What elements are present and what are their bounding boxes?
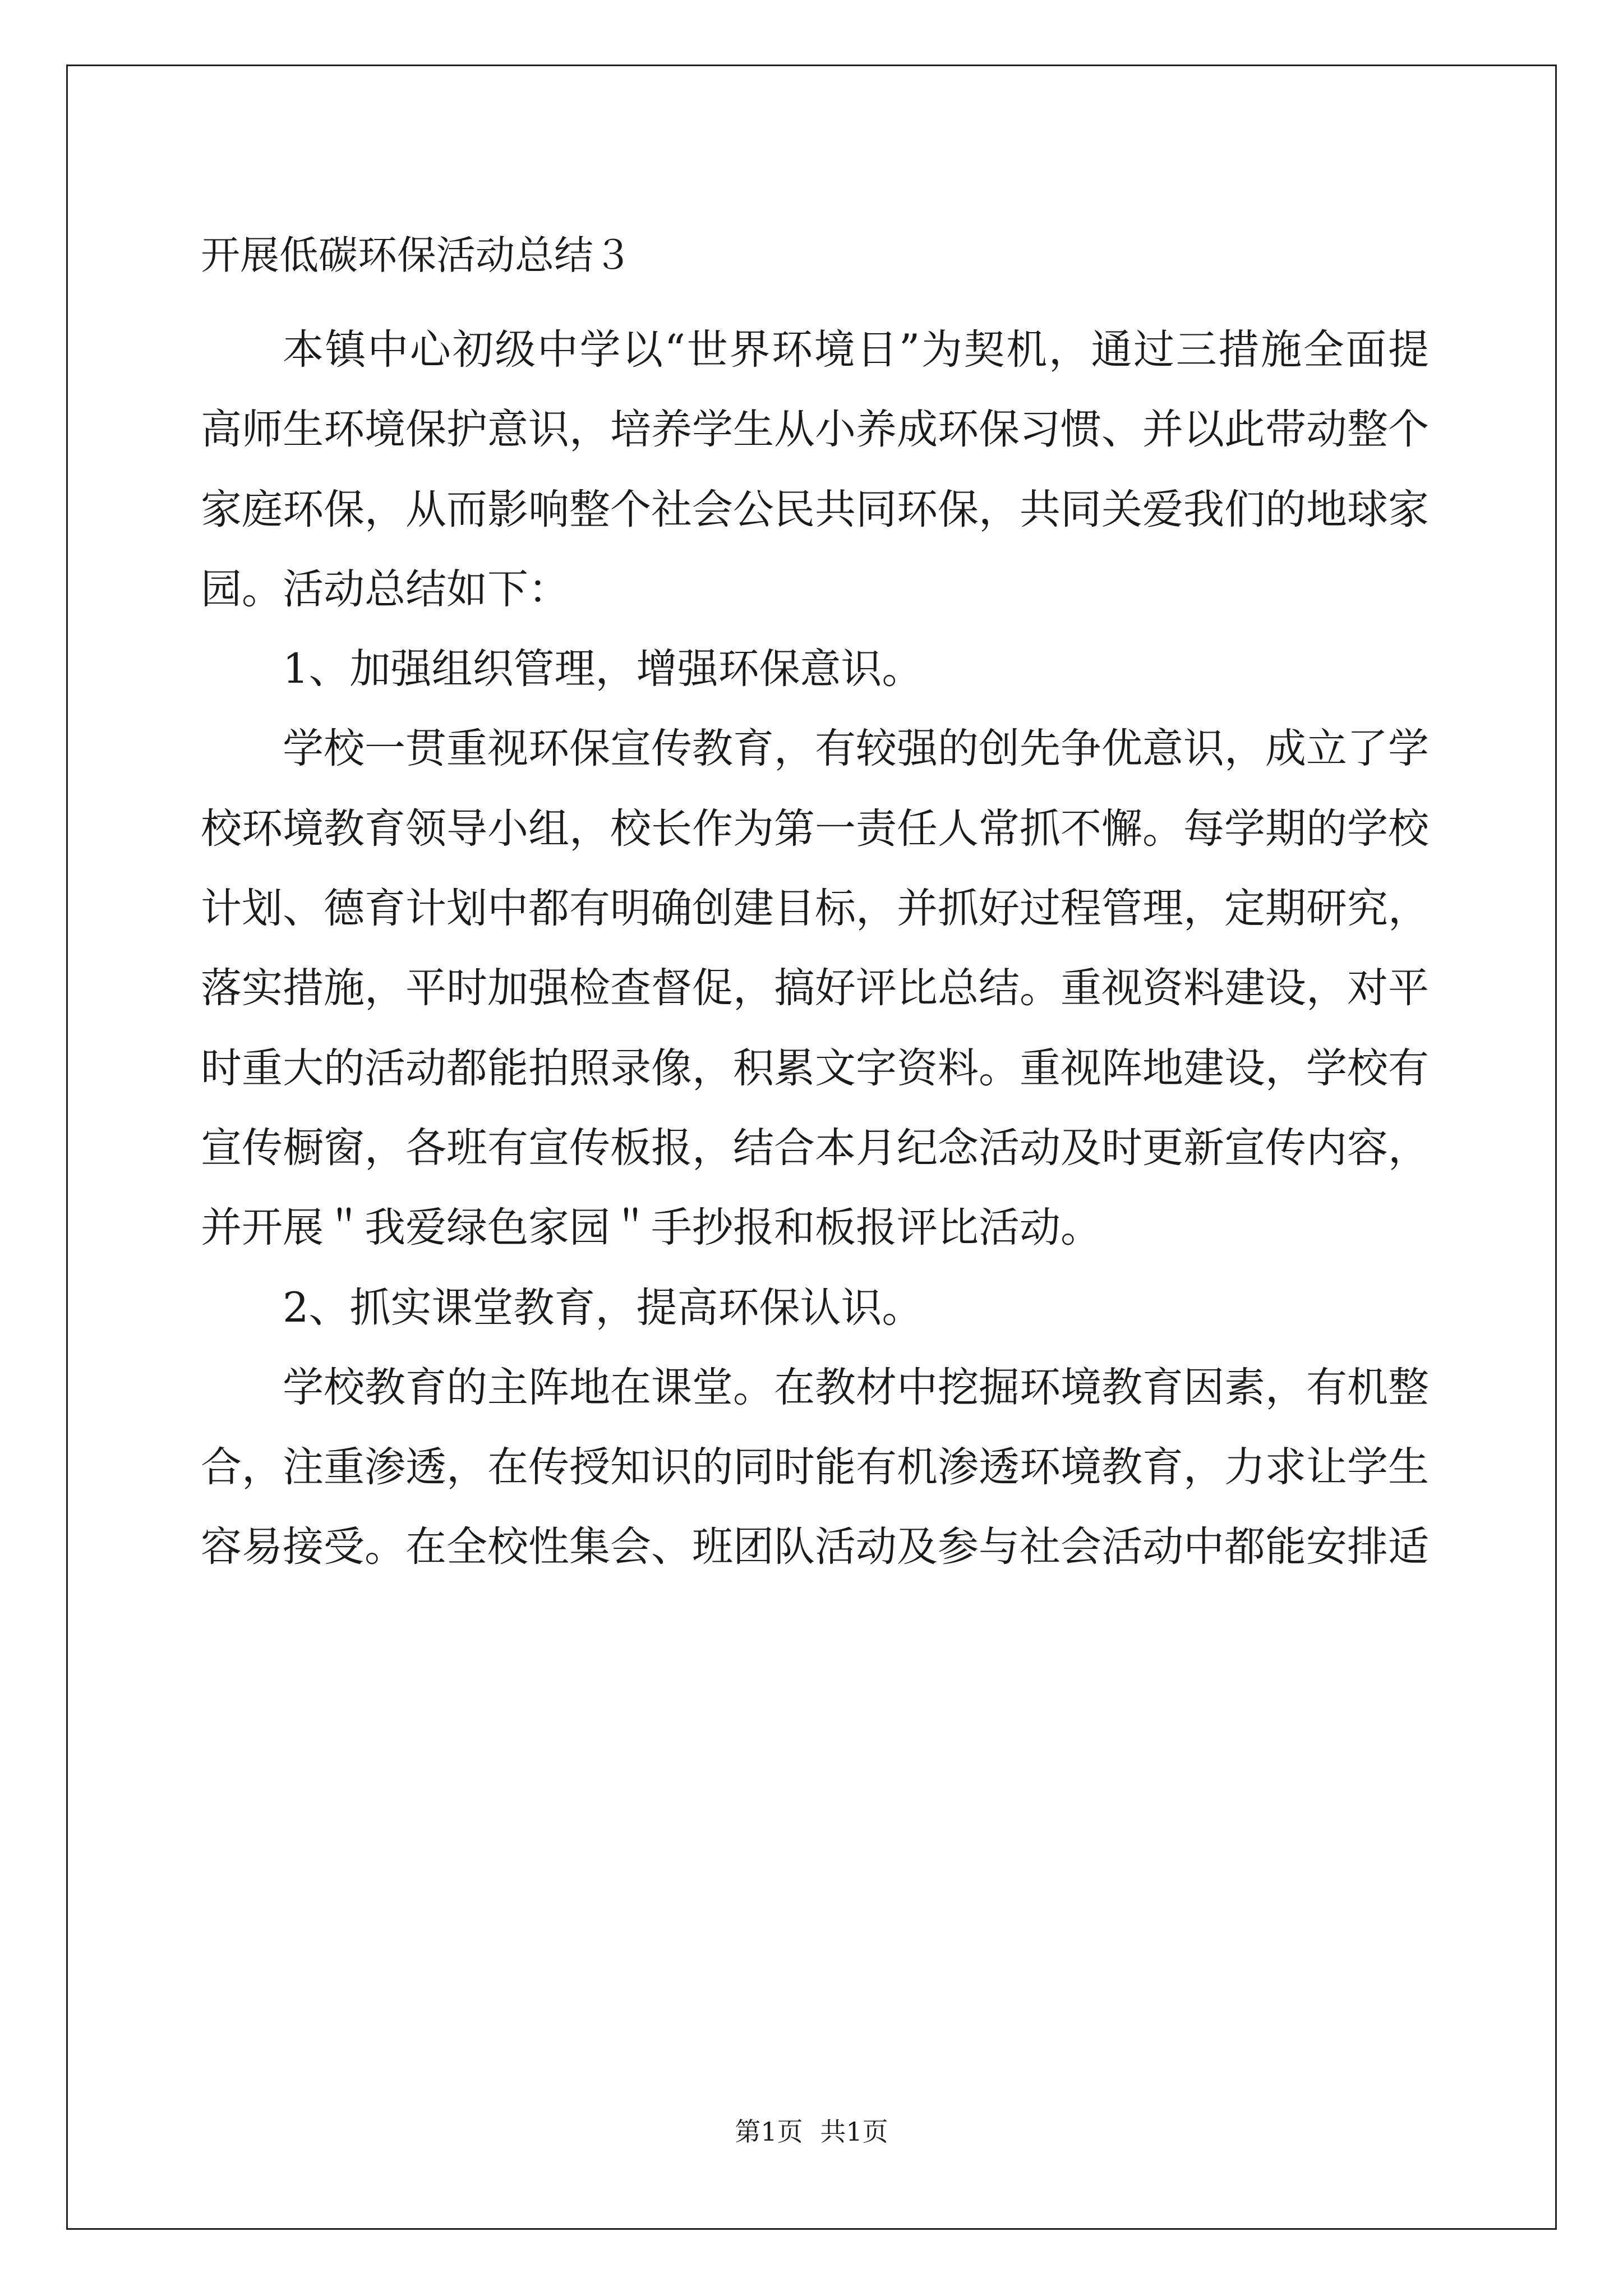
- document-body: [201, 222, 1429, 1588]
- paragraph-intro: 本镇中心初级中学以“世界环境日”为契机，通过三措施全面提高师生环境保护意识，培养学生从小养成环保习惯、并以此带动整个家庭环保，从而影响整个社会公民共同环保，共同关爱我们的地球家园。活动总结如下：: [201, 326, 1429, 613]
- section-heading-1: 1、加强组织管理，增强环保意识。: [283, 645, 923, 693]
- page-total: 共1页: [820, 2116, 888, 2147]
- document-title: 开展低碳环保活动总结３: [201, 232, 633, 278]
- section-heading-2: 2、抓实课堂教育，提高环保认识。: [283, 1283, 923, 1332]
- paragraph-section-2: 学校教育的主阵地在课堂。在教材中挖掘环境教育因素，有机整合，注重渗透，在传授知识的同时能有机渗透环境教育，力求让学生容易接受。在全校性集会、班团队活动及参与社会活动中都能安排适: [201, 1363, 1429, 1571]
- paragraph-section-1: 学校一贯重视环保宣传教育，有较强的创先争优意识，成立了学校环境教育领导小组，校长作为第一责任人常抓不懈。每学期的学校计划、德育计划中都有明确创建目标，并抓好过程管理，定期研究，落实措施，平时加强检查督促，搞好评比总结。重视资料建设，对平时重大的活动都能拍照录像，积累文字资料。重视阵地建设，学校有宣传橱窗，各班有宣传板报，结合本月纪念活动及时更新宣传内容，并开展＂我爱绿色家园＂手抄报和板报评比活动。: [201, 725, 1429, 1252]
- page-number: 第1页: [735, 2116, 803, 2147]
- page-footer: [0, 2115, 1623, 2148]
